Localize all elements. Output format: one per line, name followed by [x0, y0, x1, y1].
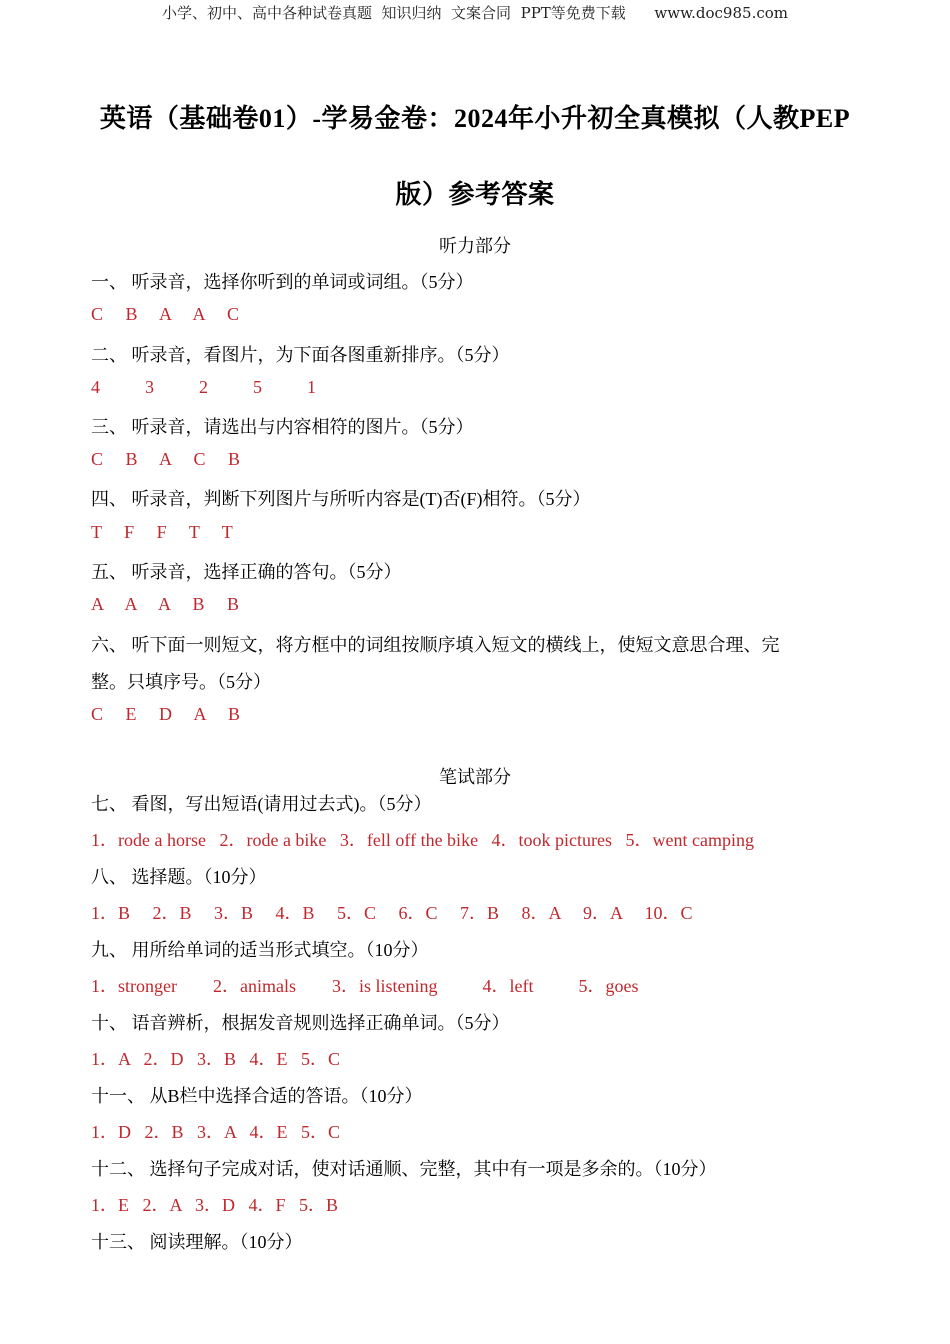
question-2: 二、 听录音，看图片，为下面各图重新排序。（5分）	[91, 345, 510, 365]
site-header: 小学、初中、高中各种试卷真题 知识归纳 文案合同 PPT等免费下载 www.doc985.com	[161, 4, 788, 22]
question-11: 十一、 从B栏中选择合适的答语。（10分）	[91, 1086, 423, 1106]
answer-12: 1．E 2．A 3．D 4．F 5．B	[91, 1195, 339, 1215]
answer-5: A A A B B	[91, 594, 240, 614]
question-6: 六、 听下面一则短文，将方框中的词组按顺序填入短文的横线上，使短文意思合理、完	[91, 635, 780, 655]
writing-part-heading: 笔试部分	[439, 767, 511, 788]
document-title-line1: 英语（基础卷01）-学易金卷：2024年小升初全真模拟（人教PEP	[99, 104, 851, 133]
question-4: 四、 听录音，判断下列图片与所听内容是(T)否(F)相符。（5分）	[91, 489, 591, 509]
question-3: 三、 听录音，请选出与内容相符的图片。（5分）	[91, 417, 474, 437]
question-9: 九、 用所给单词的适当形式填空。（10分）	[91, 940, 429, 960]
answer-2: 4 3 2 5 1	[91, 377, 316, 397]
document-title-line2: 版）参考答案	[395, 180, 555, 209]
answer-4: T F F T T	[91, 522, 233, 542]
question-10: 十、 语音辨析，根据发音规则选择正确单词。（5分）	[91, 1013, 510, 1033]
answer-7: 1．rode a horse 2．rode a bike 3．fell off the bike 4．took pictures 5．went camping	[91, 830, 755, 850]
question-1: 一、 听录音，选择你听到的单词或词组。（5分）	[91, 272, 474, 292]
question-13: 十三、 阅读理解。（10分）	[91, 1232, 303, 1252]
question-8: 八、 选择题。（10分）	[91, 867, 267, 887]
question-6-line2: 整。只填序号。（5分）	[91, 672, 271, 692]
question-12: 十二、 选择句子完成对话，使对话通顺、完整，其中有一项是多余的。（10分）	[91, 1159, 717, 1179]
answer-11: 1．D 2．B 3．A 4．E 5．C	[91, 1122, 341, 1142]
answer-3: C B A C B	[91, 449, 241, 469]
question-5: 五、 听录音，选择正确的答句。（5分）	[91, 562, 402, 582]
listening-part-heading: 听力部分	[439, 236, 511, 257]
answer-10: 1．A 2．D 3．B 4．E 5．C	[91, 1049, 341, 1069]
question-7: 七、 看图，写出短语(请用过去式)。（5分）	[91, 794, 432, 814]
answer-6: C E D A B	[91, 704, 241, 724]
answer-9: 1．stronger 2．animals 3．is listening 4．left 5．goes	[91, 976, 639, 996]
answer-8: 1．B 2．B 3．B 4．B 5．C 6．C 7．B 8．A 9．A 10．C	[91, 903, 693, 923]
answer-1: C B A A C	[91, 304, 240, 324]
